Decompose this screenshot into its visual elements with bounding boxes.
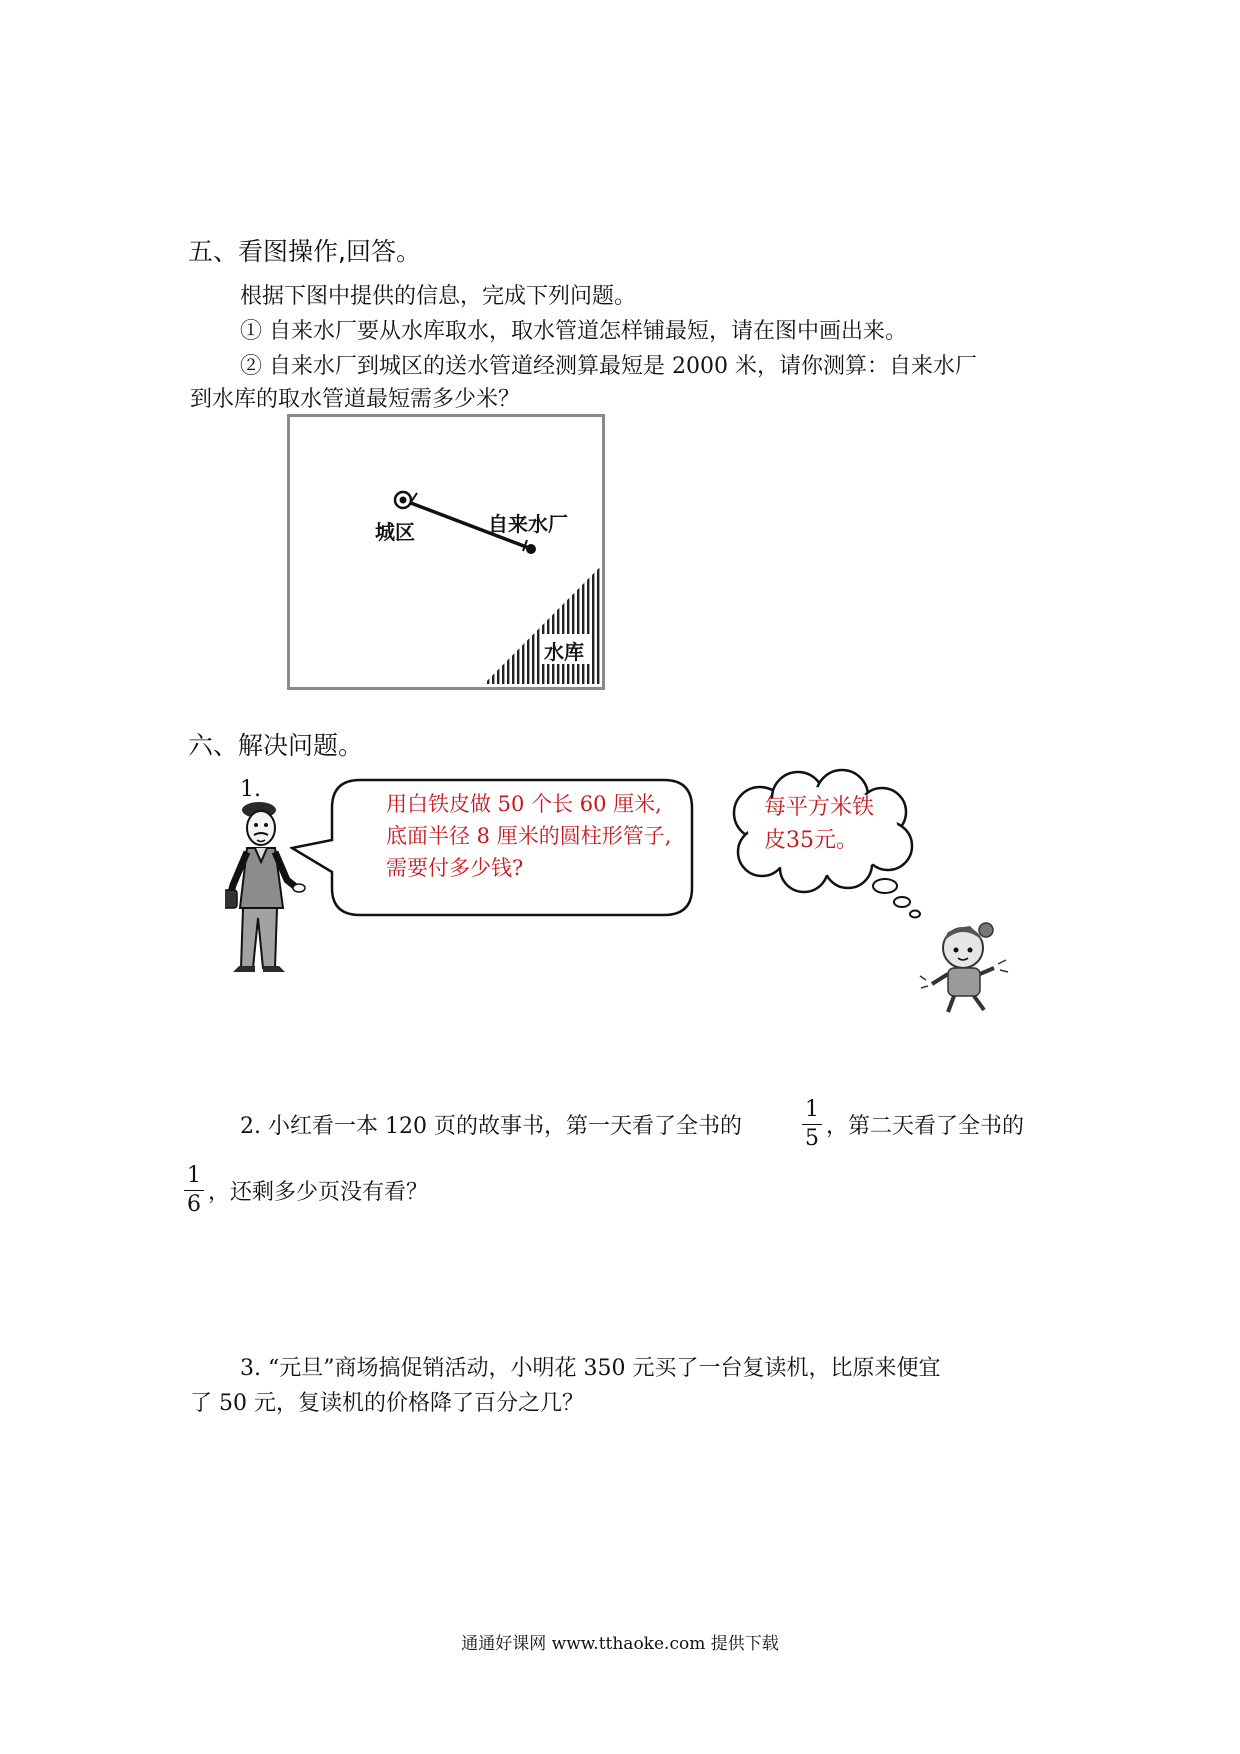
city-label: 城区 bbox=[375, 520, 415, 544]
section6-title: 六、解决问题。 bbox=[188, 731, 364, 760]
girl-illustration bbox=[918, 920, 1018, 1020]
fraction-1-denominator: 5 bbox=[805, 1126, 819, 1151]
water-plant-label: 自来水厂 bbox=[488, 512, 568, 536]
fraction-1-numerator: 1 bbox=[805, 1097, 819, 1122]
section5-title: 五、看图操作,回答。 bbox=[188, 237, 421, 266]
reservoir-label: 水库 bbox=[544, 640, 584, 664]
speech-line-2: 底面半径 8 厘米的圆柱形管子, bbox=[386, 824, 672, 848]
fraction-2-numerator: 1 bbox=[187, 1163, 201, 1188]
speech-line-1: 用白铁皮做 50 个长 60 厘米, bbox=[386, 792, 662, 816]
problem-1-number: 1. bbox=[240, 777, 261, 802]
speech-line-3: 需要付多少钱? bbox=[386, 856, 524, 880]
fraction-one-fifth bbox=[801, 1098, 823, 1151]
fraction-1-bar bbox=[802, 1124, 822, 1125]
problem-2-text-c: ，还剩多少页没有看？ bbox=[208, 1180, 429, 1205]
map-figure bbox=[287, 414, 605, 690]
problem-3-line1: 3. “元旦”商场搞促销活动，小明花 350 元买了一台复读机，比原来便宜 bbox=[240, 1356, 941, 1381]
footer-download-note: 通通好课网 www.tthaoke.com 提供下载 bbox=[461, 1634, 779, 1654]
plant-marker bbox=[526, 544, 536, 554]
section5-question-2-line1: ② 自来水厂到城区的送水管道经测算最短是 2000 米，请你测算：自来水厂 bbox=[240, 354, 977, 379]
problem-3-line2: 了 50 元，复读机的价格降了百分之几？ bbox=[190, 1391, 584, 1416]
problem-2-text-a: 2. 小红看一本 120 页的故事书，第一天看了全书的 bbox=[240, 1114, 742, 1139]
section5-question-2-line2: 到水库的取水管道最短需多少米？ bbox=[190, 387, 521, 412]
section5-question-1: ① 自来水厂要从水库取水，取水管道怎样铺最短，请在图中画出来。 bbox=[240, 319, 907, 344]
city-marker-dot bbox=[400, 497, 407, 504]
thought-line-1: 每平方米铁 bbox=[764, 795, 875, 820]
fraction-2-bar bbox=[184, 1190, 204, 1191]
fraction-one-sixth bbox=[183, 1164, 205, 1217]
problem-2-text-b: ，第二天看了全书的 bbox=[826, 1114, 1025, 1139]
section5-intro: 根据下图中提供的信息，完成下列问题。 bbox=[240, 284, 637, 309]
thought-line-2: 皮35元。 bbox=[764, 828, 858, 853]
fraction-2-denominator: 6 bbox=[187, 1192, 201, 1217]
